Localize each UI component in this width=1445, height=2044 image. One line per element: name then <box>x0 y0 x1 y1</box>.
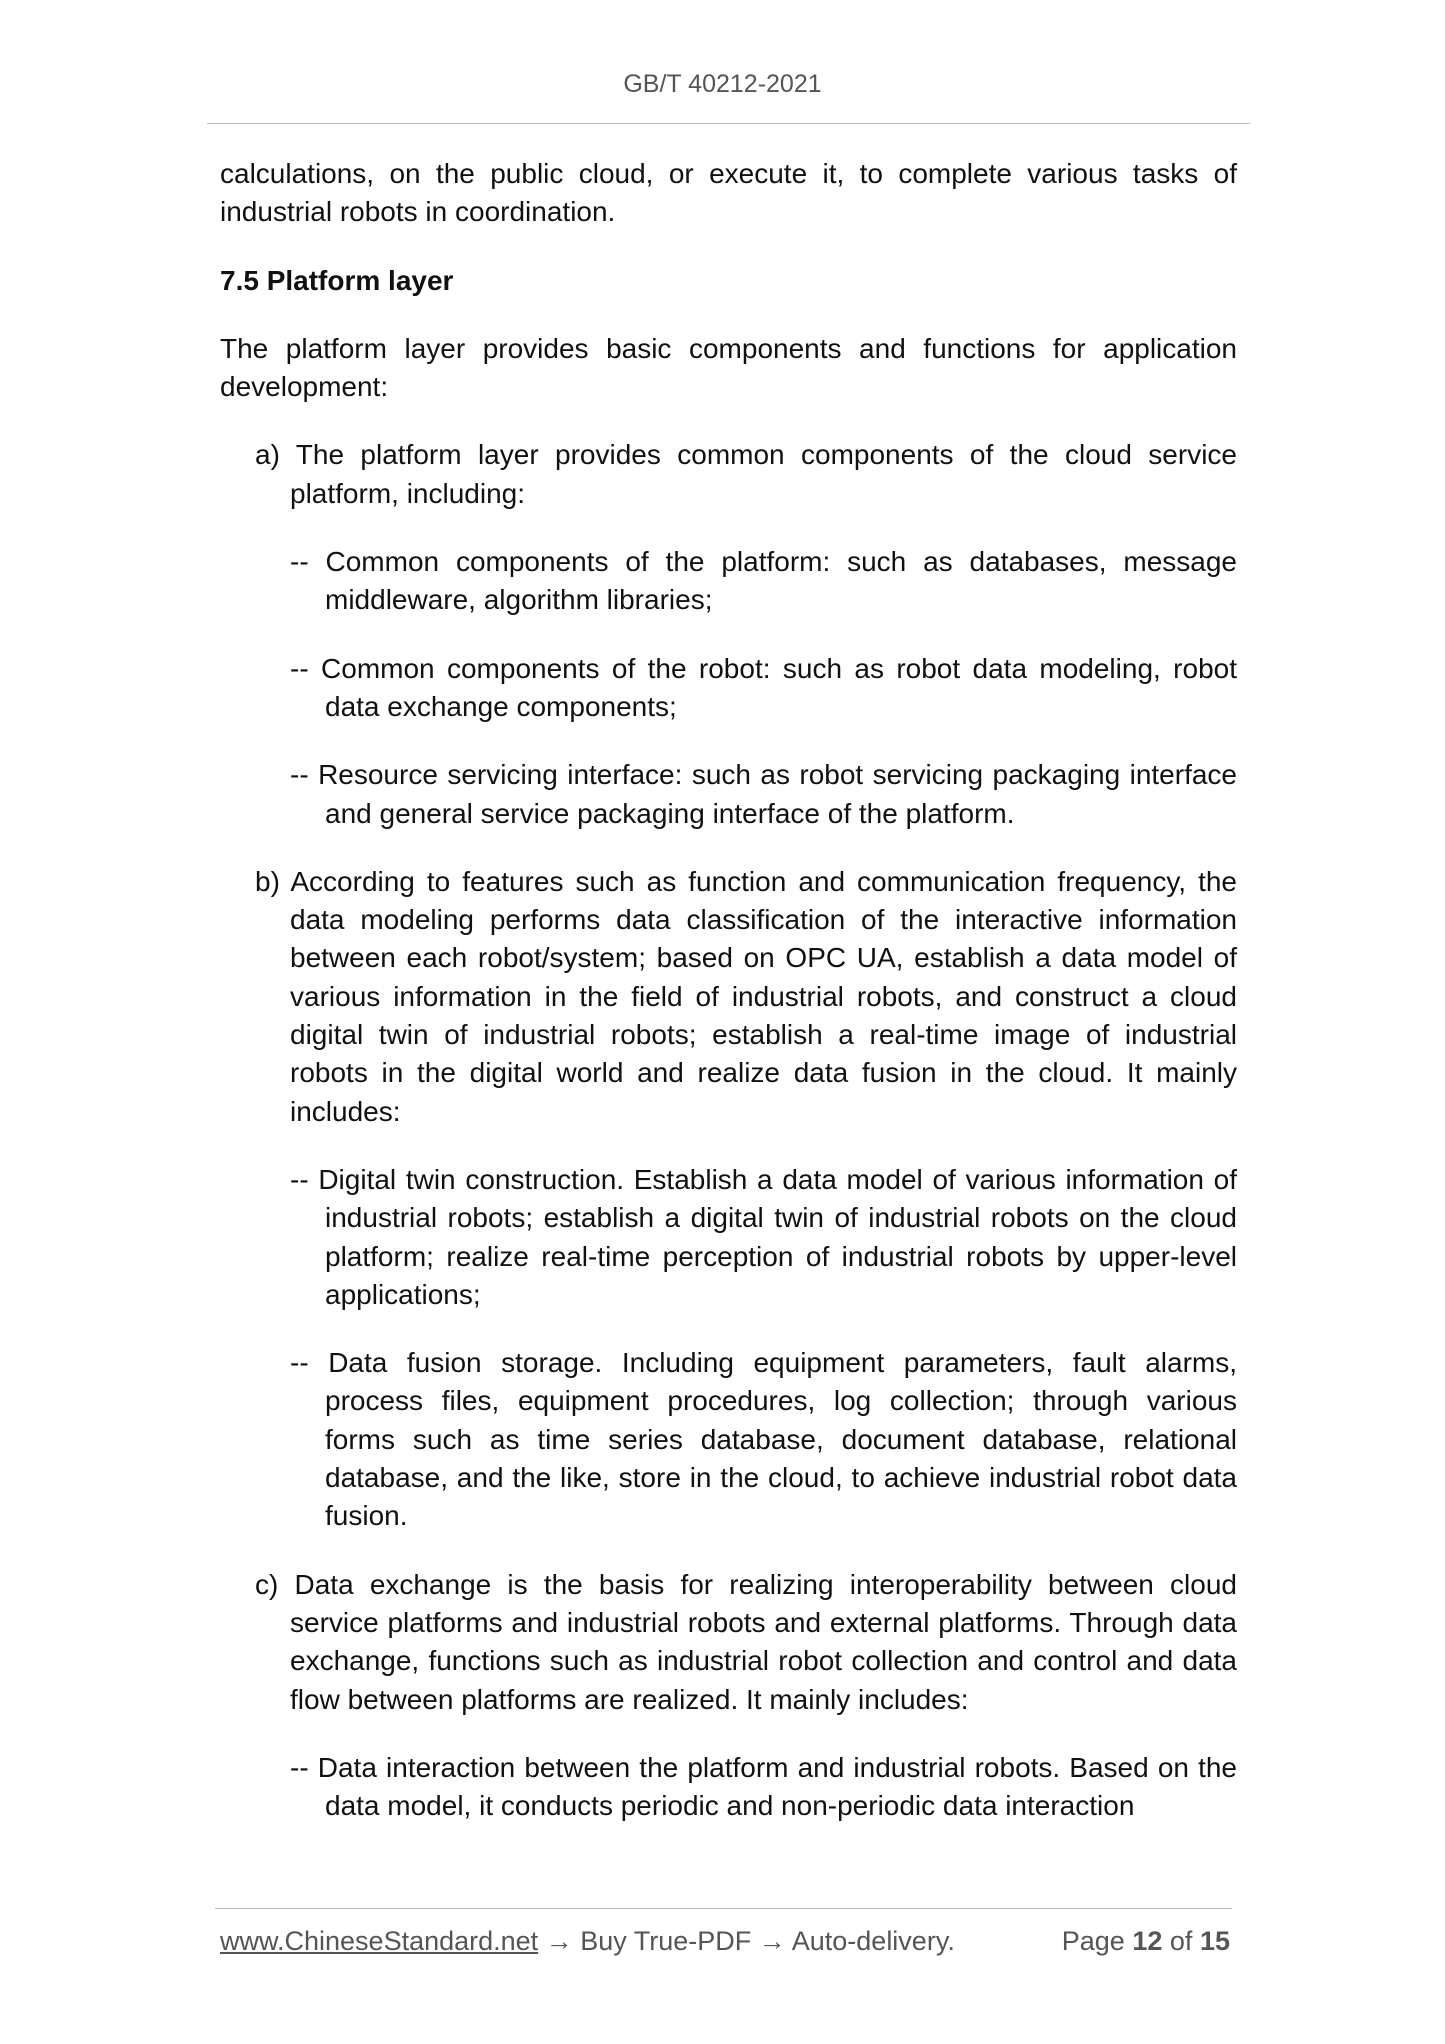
list-item-a-sub-2: -- Common components of the robot: such as robot data modeling, robot data exchange components; <box>290 652 1237 722</box>
document-header-title: GB/T 40212-2021 <box>623 70 822 98</box>
document-body <box>220 155 1237 1855</box>
page-indicator <box>1062 1926 1230 1957</box>
section-heading: 7.5 Platform layer <box>220 264 454 296</box>
page-label: Page <box>1061 1926 1125 1956</box>
list-item-a: a) The platform layer provides common components of the cloud service platform, including: <box>255 439 1237 509</box>
list-item-c-sub-1: -- Data interaction between the platform and industrial robots. Based on the data model, it conducts periodic and non-periodic data interaction <box>290 1751 1237 1822</box>
list-item-b-sub-1: -- Digital twin construction. Establish a data model of various information of industrial robots; establish a digital twin of industrial robots on the cloud platform; realize real-time perception of industrial robots by upper-level applications; <box>290 1163 1237 1310</box>
total-pages: 15 <box>1199 1926 1230 1956</box>
header-divider <box>207 123 1250 124</box>
intro-paragraph: The platform layer provides basic components and functions for application development: <box>220 332 1237 403</box>
continuation-paragraph: calculations, on the public cloud, or execute it, to complete various tasks of industrial robots in coordination. <box>220 158 1237 228</box>
page-number: 12 <box>1132 1926 1163 1956</box>
list-item-a-sub-3: -- Resource servicing interface: such as robot servicing packaging interface and general service packaging interface of the platform. <box>290 759 1237 829</box>
list-item-a-sub-1: -- Common components of the platform: such as databases, message middleware, algorithm libraries; <box>290 546 1237 616</box>
footer-tagline: → Buy True-PDF → Auto-delivery. <box>538 1926 955 1956</box>
website-link[interactable]: www.ChineseStandard.net <box>220 1926 539 1956</box>
list-item-b-sub-2: -- Data fusion storage. Including equipment parameters, fault alarms, process files, equipment procedures, log collection; through various forms such as time series database, document database, relational database, and the like, store in the cloud, to achieve industrial robot data fusion. <box>290 1347 1237 1532</box>
footer-left <box>220 1926 955 1957</box>
of-label: of <box>1169 1926 1193 1956</box>
list-item-b: b) According to features such as function and communication frequency, the data modeling performs data classification of the interactive information between each robot/system; based on OPC UA, establish a data model of various information in the field of industrial robots, and construct a cloud digital twin of industrial robots; establish a real-time image of industrial robots in the digital world and realize data fusion in the cloud. It mainly includes: <box>255 865 1237 1127</box>
list-item-c: c) Data exchange is the basis for realizing interoperability between cloud service platforms and industrial robots and external platforms. Through data exchange, functions such as industrial robot collection and control and data flow between platforms are realized. It mainly includes: <box>255 1568 1237 1715</box>
footer-divider <box>215 1908 1232 1909</box>
